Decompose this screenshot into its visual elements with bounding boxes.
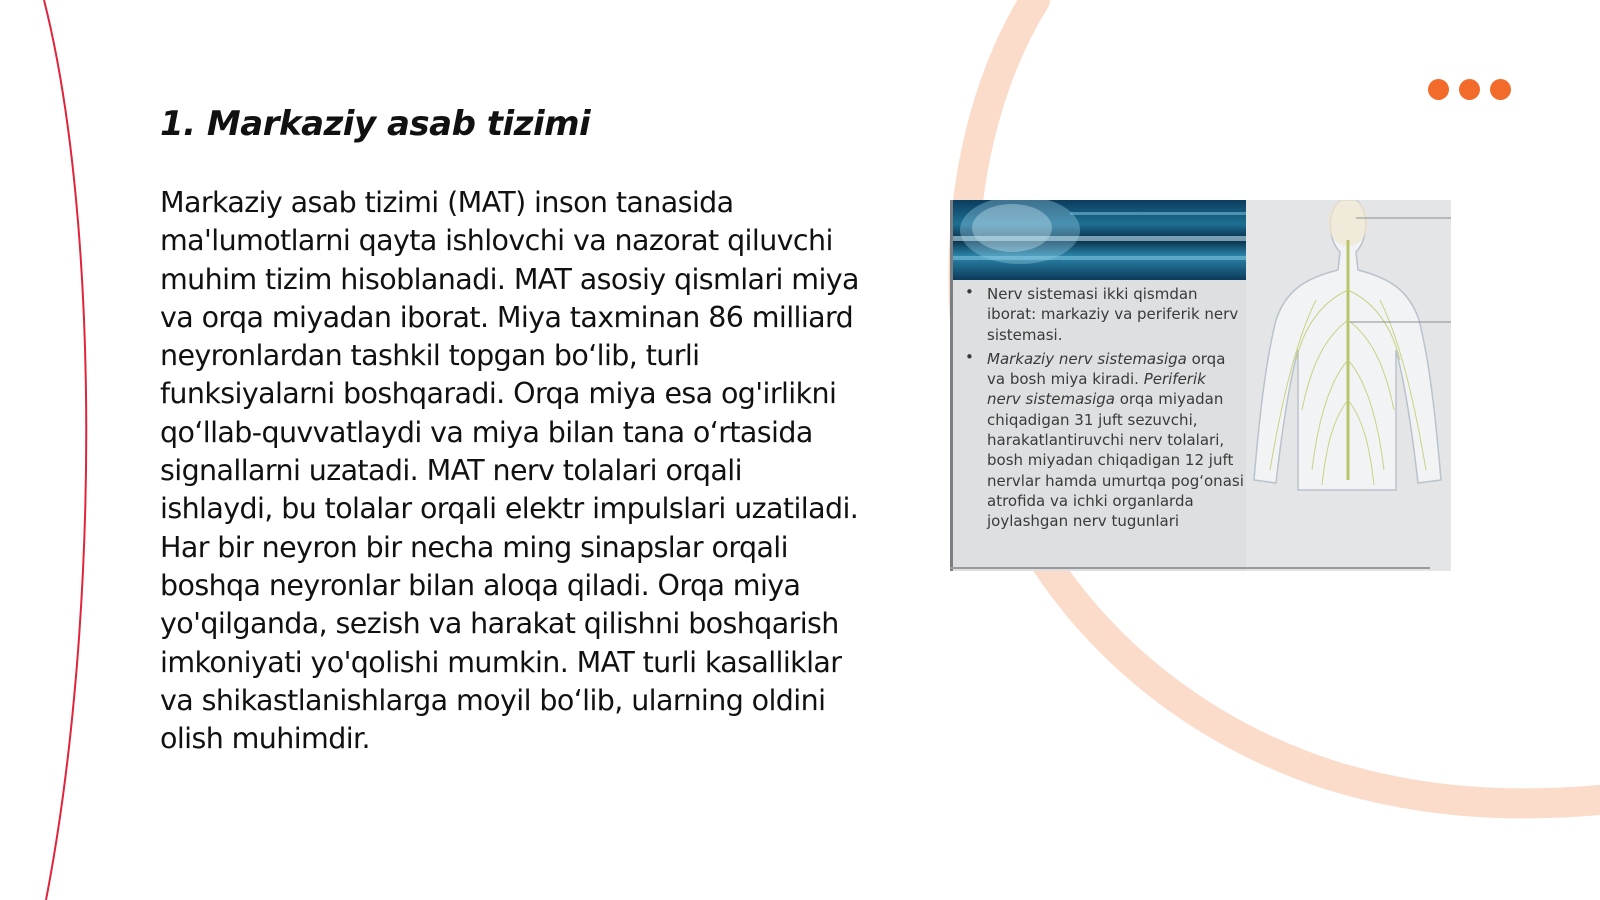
brain-scan-art xyxy=(950,200,1246,280)
dot xyxy=(1490,79,1511,100)
figure-bullet: • Nerv sistemasi ikki qismdan iborat: markaziy va periferik nerv sistemasi. xyxy=(962,284,1244,345)
figure-bottom-border xyxy=(950,567,1430,569)
body-paragraph: Markaziy asab tizimi (MAT) inson tanasida ma'lumotlarni qayta ishlovchi va nazorat qiluvchi muhim tizim hisoblanadi. MAT asosiy qismlari miya va orqa miyadan iborat. Miya taxminan 86 milliard neyronlardan tashkil topgan bo‘lib, turli funksiyalarni boshqaradi. Orqa miya esa og'irlikni qo‘llab-quvvatlaydi va miya bilan tana o‘rtasida signallarni uzatadi. MAT nerv tolalari orqali ishlaydi, bu tolalar orqali elektr impulslari uzatiladi. Har bir neyron bir necha ming sinapslar orqali boshqa neyronlar bilan aloqa qiladi. Orqa miya yo'qilganda, sezish va harakat qilishni boshqarish imkoniyati yo'qolishi mumkin. MAT turli kasalliklar va shikastlanishlarga moyil bo‘lib, ularning oldini olish muhimdir. xyxy=(160,186,859,756)
decorative-left-curve xyxy=(44,0,86,900)
dot xyxy=(1459,79,1480,100)
figure-bullet: • Markaziy nerv sistemasiga orqa va bosh miya kiradi. Periferik nerv sistemasiga orqa miyadan chiqadigan 31 juft sezuvchi, harakatlantiruvchi nerv tolalari, bosh miyadan chiqadigan 12 juft nervlar hamda umurtqa pog‘onasi atrofida va ichki organlarda joylashgan nerv tugunlari xyxy=(962,349,1244,532)
figure-text xyxy=(962,284,1244,536)
figure-left-border xyxy=(950,200,953,571)
figure-banner xyxy=(950,200,1246,280)
human-body-icon xyxy=(1246,200,1451,571)
more-dots-icon xyxy=(1428,79,1511,100)
nervous-system-figure xyxy=(950,200,1451,571)
dot xyxy=(1428,79,1449,100)
page-title: 1. Markaziy asab tizimi xyxy=(160,104,591,144)
anatomy-illustration xyxy=(1246,200,1451,571)
